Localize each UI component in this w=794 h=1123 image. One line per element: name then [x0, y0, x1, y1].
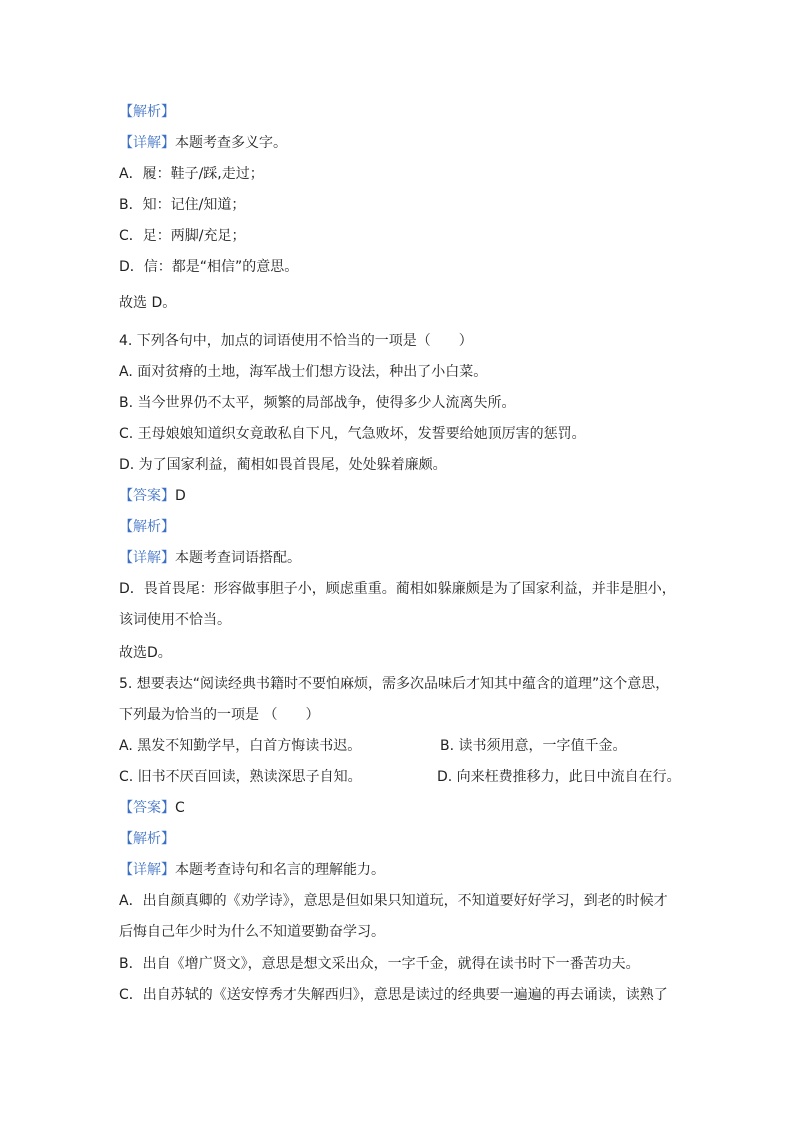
explain-text: A．出自颜真卿的《劝学诗》，意思是但如果只知道玩，不知道要好好学习，到老的时候才 [119, 893, 668, 909]
conclusion: 故选 D。 [119, 295, 177, 311]
option-item: D. 为了国家利益，蔺相如畏首畏尾，处处躲着廉颇。 [119, 457, 447, 473]
explain-item: A．履：鞋子/踩,走过； [119, 166, 264, 182]
detail-tag: 【详解】 [119, 135, 175, 151]
detail-text: 本题考查诗句和名言的理解能力。 [175, 862, 385, 878]
analysis-tag: 【解析】 [119, 104, 175, 120]
explain-text: 后悔自己年少时为什么不知道要勤奋学习。 [119, 924, 385, 940]
option-item: A. 面对贫瘠的土地，海军战士们想方设法，种出了小白菜。 [119, 364, 488, 380]
analysis-heading [119, 830, 175, 848]
analysis-tag: 【解析】 [119, 831, 175, 847]
detail-text: 本题考查多义字。 [175, 135, 287, 151]
detail-line [119, 549, 301, 567]
explain-item: B．知：记住/知道； [119, 197, 246, 213]
option-item: B. 当今世界仍不太平，频繁的局部战争，使得多少人流离失所。 [119, 395, 516, 411]
explain-text: 该词使用不恰当。 [119, 612, 231, 628]
question-stem: 4. 下列各句中，加点的词语使用不恰当的一项是（ ） [119, 333, 473, 349]
analysis-heading [119, 518, 175, 536]
detail-line [119, 134, 287, 152]
question-stem: 下列最为恰当的一项是 （ ） [119, 707, 320, 723]
explain-text: C．出自苏轼的《送安惇秀才失解西归》，意思是读过的经典要一遍遍的再去诵读，读熟了 [119, 987, 668, 1003]
answer-line [119, 799, 185, 817]
option-item: D. 向来枉费推移力，此日中流自在行。 [437, 769, 681, 785]
explain-text: D．畏首畏尾：形容做事胆子小，顾虑重重。蔺相如躲廉颇是为了国家利益，并非是胆小， [119, 581, 676, 597]
explain-item: D．信：都是“相信”的意思。 [119, 259, 299, 275]
option-item: B. 读书须用意，一字值千金。 [440, 738, 627, 754]
option-item: A. 黑发不知勤学早，白首方悔读书迟。 [119, 738, 362, 754]
explain-text: B．出自《增广贤文》，意思是想文采出众，一字千金，就得在读书时下一番苦功夫。 [119, 956, 640, 972]
question-stem: 5. 想要表达“阅读经典书籍时不要怕麻烦，需多次品味后才知其中蕴含的道理”这个意思， [119, 676, 670, 692]
answer-tag: 【答案】 [119, 488, 175, 504]
option-item: C. 旧书不厌百回读，熟读深思子自知。 [119, 769, 362, 785]
explain-item: C．足：两脚/充足； [119, 228, 246, 244]
answer-value: C [175, 800, 185, 816]
detail-line [119, 861, 385, 879]
analysis-heading [119, 103, 175, 121]
analysis-tag: 【解析】 [119, 519, 175, 535]
detail-text: 本题考查词语搭配。 [175, 550, 301, 566]
detail-tag: 【详解】 [119, 862, 175, 878]
detail-tag: 【详解】 [119, 550, 175, 566]
answer-tag: 【答案】 [119, 800, 175, 816]
option-item: C. 王母娘娘知道织女竟敢私自下凡，气急败坏，发誓要给她顶厉害的惩罚。 [119, 426, 586, 442]
answer-line [119, 487, 186, 505]
answer-value: D [175, 488, 186, 504]
conclusion: 故选D。 [119, 645, 172, 661]
